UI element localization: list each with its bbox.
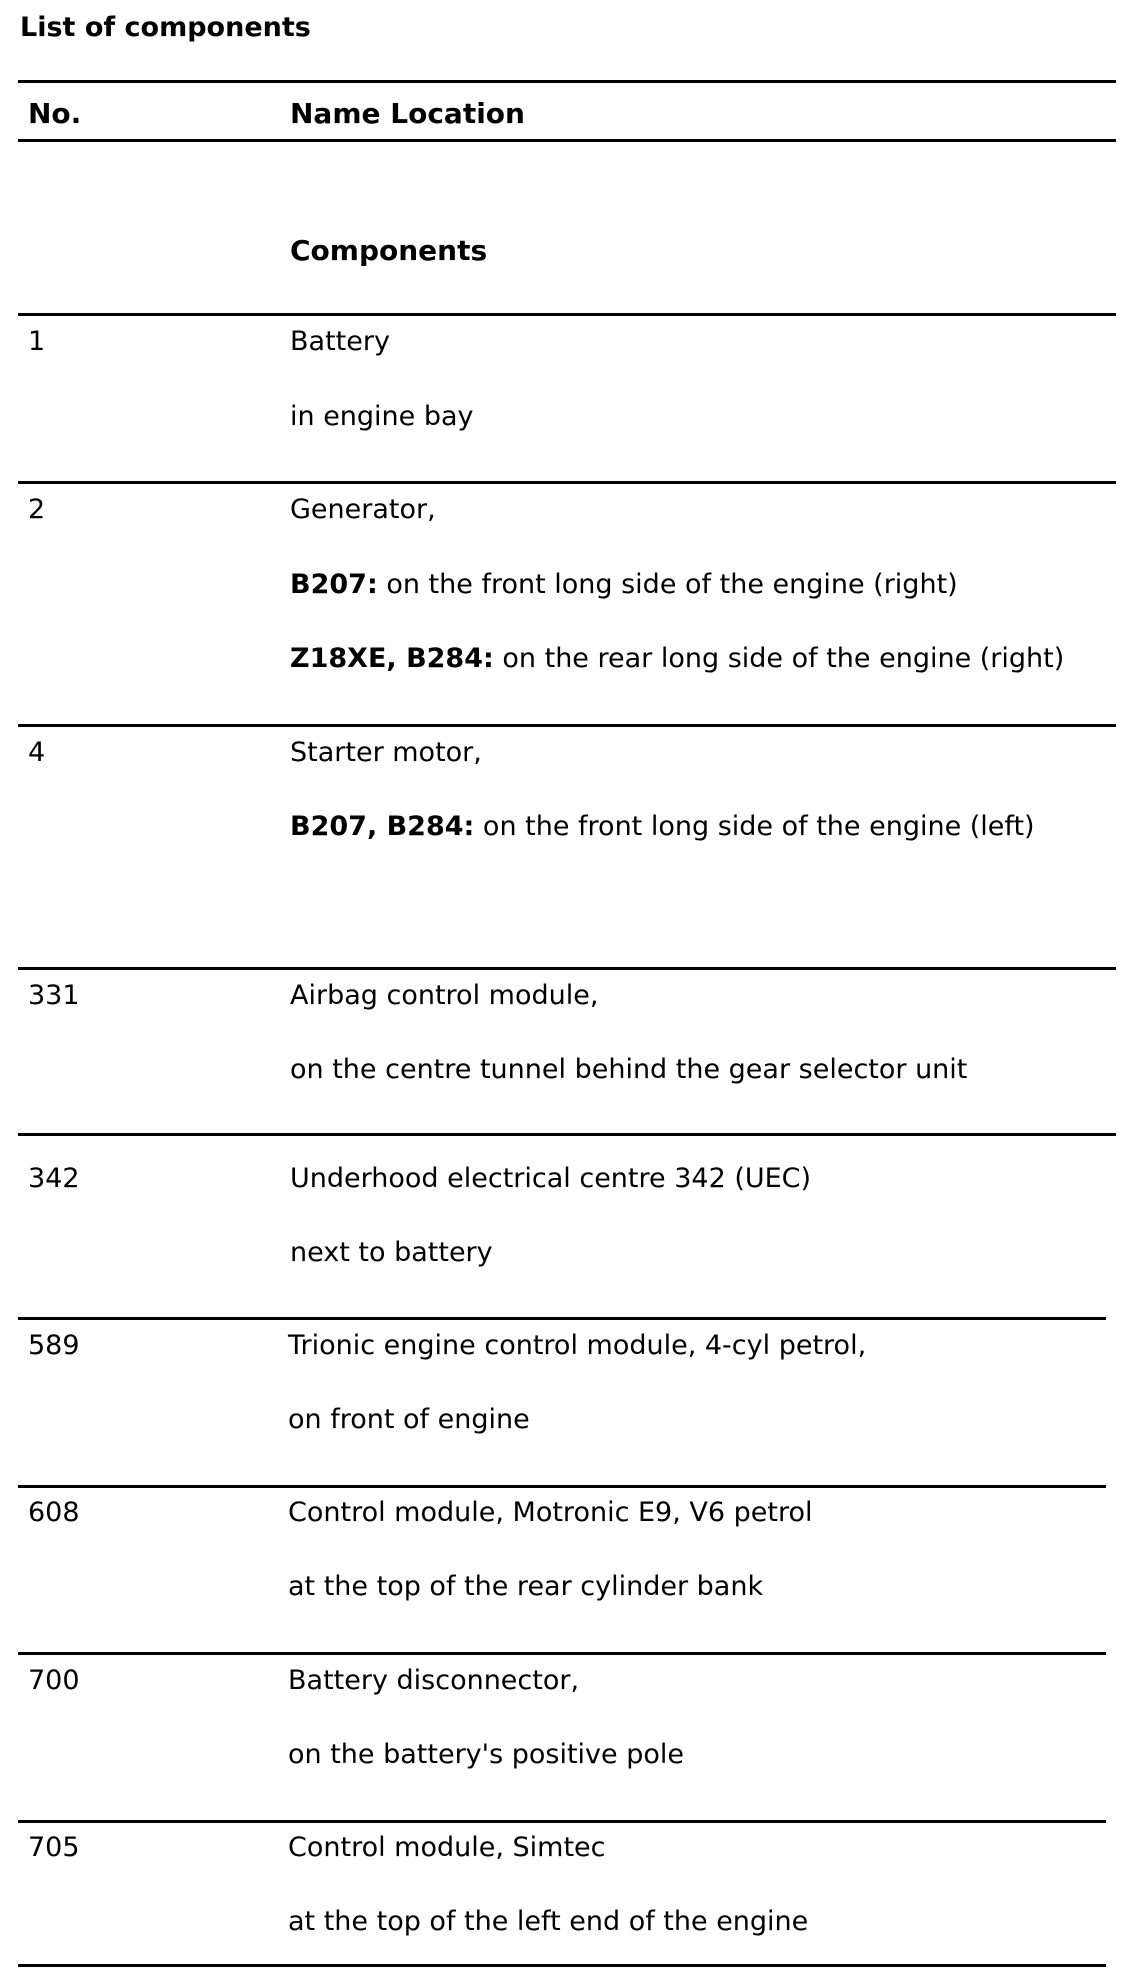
location-text: Trionic engine control module, 4-cyl petrol,	[288, 1330, 867, 1361]
component-location	[288, 1571, 763, 1602]
row-separator-rule	[18, 313, 1116, 316]
location-text: next to battery	[290, 1237, 493, 1268]
component-number: 331	[28, 980, 80, 1011]
location-text: Battery disconnector,	[288, 1665, 580, 1696]
component-number: 589	[28, 1330, 80, 1361]
table-bottom-rule	[18, 1964, 1106, 1967]
engine-code: Z18XE, B284:	[290, 643, 494, 674]
location-text: on the front long side of the engine (right)	[377, 569, 958, 600]
engine-code: B207:	[290, 569, 378, 600]
row-separator-rule	[18, 1652, 1106, 1655]
component-name	[290, 494, 436, 525]
row-separator-rule	[18, 967, 1116, 970]
component-name	[290, 737, 482, 768]
location-text: Battery	[290, 326, 390, 357]
row-separator-rule	[18, 724, 1116, 727]
component-location	[288, 1906, 808, 1937]
row-separator-rule	[18, 1317, 1106, 1320]
row-separator-rule	[18, 1133, 1116, 1136]
header-bottom-rule	[18, 139, 1116, 142]
location-text: Control module, Simtec	[288, 1832, 606, 1863]
location-text: Underhood electrical centre 342 (UEC)	[290, 1163, 812, 1194]
location-text: Control module, Motronic E9, V6 petrol	[288, 1497, 813, 1528]
location-text: on the rear long side of the engine (right)	[493, 643, 1065, 674]
component-name	[290, 1163, 811, 1194]
component-location	[290, 811, 1035, 842]
row-separator-rule	[18, 1820, 1106, 1823]
component-number: 608	[28, 1497, 80, 1528]
component-location	[290, 569, 958, 600]
component-location	[290, 401, 474, 432]
component-location	[290, 643, 1064, 674]
location-text: on the centre tunnel behind the gear selector unit	[290, 1054, 968, 1085]
location-text: on the battery's positive pole	[288, 1739, 684, 1770]
component-number: 1	[28, 326, 46, 357]
section-heading: Components	[290, 234, 488, 267]
column-header-name-location: Name Location	[290, 97, 525, 130]
component-number: 705	[28, 1832, 80, 1863]
component-name	[288, 1497, 813, 1528]
component-number: 2	[28, 494, 46, 525]
location-text: Airbag control module,	[290, 980, 599, 1011]
location-text: on the front long side of the engine (left)	[474, 811, 1035, 842]
header-top-rule	[18, 80, 1116, 83]
page-title: List of components	[20, 12, 311, 43]
row-separator-rule	[18, 1485, 1106, 1488]
location-text: at the top of the rear cylinder bank	[288, 1571, 764, 1602]
component-location	[290, 1054, 967, 1085]
location-text: Generator,	[290, 494, 436, 525]
location-text: Starter motor,	[290, 737, 482, 768]
component-location	[288, 1404, 530, 1435]
component-number: 342	[28, 1163, 80, 1194]
component-location	[290, 1237, 493, 1268]
engine-code: B207, B284:	[290, 811, 475, 842]
component-name	[290, 326, 390, 357]
component-name	[288, 1665, 579, 1696]
row-separator-rule	[18, 481, 1116, 484]
component-number: 700	[28, 1665, 80, 1696]
component-location	[288, 1739, 684, 1770]
component-name	[288, 1330, 866, 1361]
location-text: at the top of the left end of the engine	[288, 1906, 809, 1937]
location-text: on front of engine	[288, 1404, 530, 1435]
location-text: in engine bay	[290, 401, 474, 432]
component-name	[288, 1832, 606, 1863]
component-name	[290, 980, 598, 1011]
column-header-no: No.	[28, 97, 82, 130]
component-number: 4	[28, 737, 46, 768]
